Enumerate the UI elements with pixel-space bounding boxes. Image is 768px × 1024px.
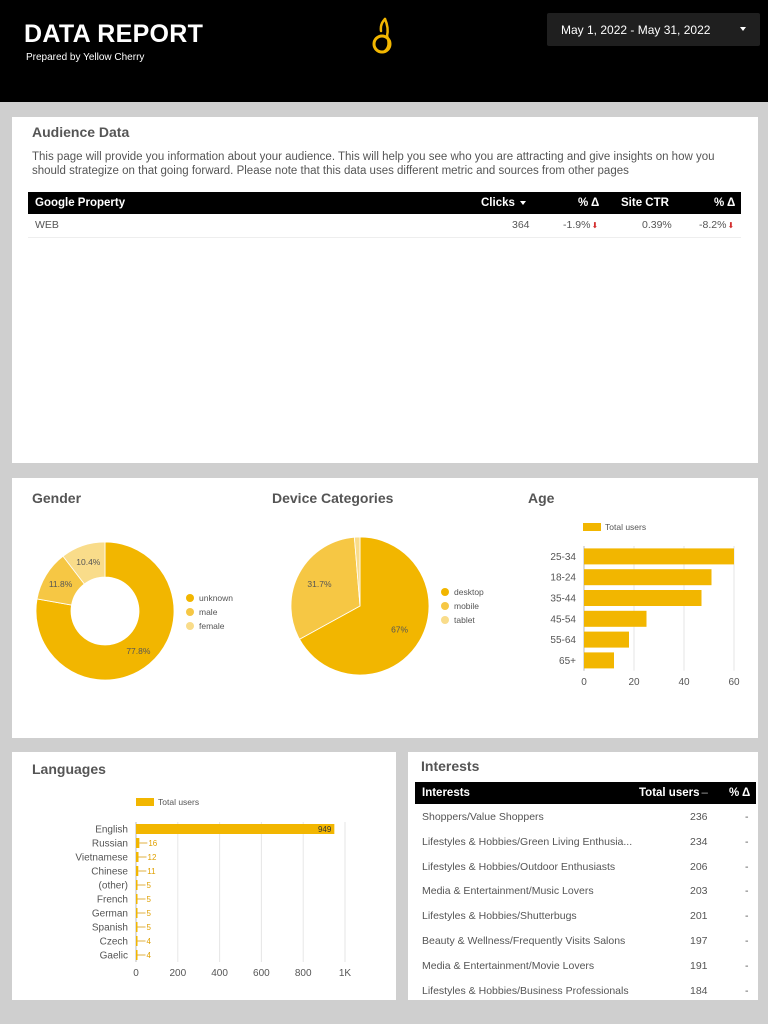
x-tick-label: 1K — [338, 968, 352, 979]
legend-swatch — [136, 798, 154, 806]
interest-delta: - — [745, 885, 749, 898]
report-header — [0, 0, 768, 102]
y-tick-label: 18-24 — [550, 572, 576, 584]
languages-panel — [12, 752, 396, 1000]
gender-title: Gender — [32, 490, 82, 506]
y-tick-label: 55-64 — [550, 635, 576, 647]
table-row — [415, 978, 756, 1003]
interest-delta: - — [745, 959, 749, 972]
bar-65+[interactable] — [584, 652, 614, 668]
legend-label: desktop — [454, 587, 484, 597]
interest-name: Shoppers/Value Shoppers — [422, 811, 544, 823]
col-clicks[interactable]: Clicks — [481, 197, 526, 209]
x-tick-label: 600 — [253, 968, 270, 979]
audience-panel — [12, 117, 758, 463]
x-tick-label: 0 — [133, 968, 139, 979]
y-tick-label: (other) — [98, 880, 128, 892]
bar-Spanish[interactable] — [136, 922, 138, 932]
interests-panel — [408, 752, 758, 1000]
interests-table-header — [415, 782, 756, 804]
ctr-value: 0.39% — [642, 219, 672, 231]
legend-swatch — [583, 523, 601, 531]
table-row — [415, 829, 756, 854]
slice-label: 11.8% — [48, 578, 73, 589]
interest-users: 197 — [690, 935, 708, 947]
arrow-down-icon: ⬇ — [591, 221, 599, 230]
interest-users: 234 — [690, 835, 708, 848]
y-tick-label: Russian — [91, 838, 128, 850]
bar-18-24[interactable] — [584, 569, 712, 585]
bar-value-label: 5 — [146, 923, 151, 932]
legend-label: tablet — [454, 615, 475, 625]
bar-Vietnamese[interactable] — [136, 852, 139, 862]
bar-Russian[interactable] — [136, 838, 139, 848]
property-name: WEB — [35, 219, 59, 231]
interest-name: Lifestyles & Hobbies/Green Living Enthusia... — [422, 835, 633, 848]
bar-Gaelic[interactable] — [136, 950, 138, 960]
bar-35-44[interactable] — [584, 590, 702, 606]
x-tick-label: 20 — [628, 676, 640, 688]
y-tick-label: Chinese — [91, 866, 128, 878]
table-row — [28, 214, 741, 238]
interest-users: 201 — [690, 910, 708, 923]
slice-label: 77.8% — [126, 645, 151, 656]
col-site-ctr[interactable]: Site CTR — [621, 197, 669, 209]
bar-English[interactable] — [136, 824, 334, 834]
x-tick-label: 200 — [169, 968, 187, 979]
bar-value-label: 4 — [146, 951, 151, 960]
legend-label: Total users — [605, 522, 647, 532]
col-clicks-delta[interactable]: % Δ — [578, 197, 600, 209]
interests-title: Interests — [421, 758, 480, 774]
bar-value-label: 16 — [148, 839, 158, 848]
interest-users: 184 — [690, 984, 708, 997]
x-tick-label: 40 — [678, 676, 690, 688]
legend-label: mobile — [454, 601, 480, 611]
y-tick-label: Czech — [99, 936, 128, 948]
languages-bar-chart — [12, 752, 396, 1000]
bar-55-64[interactable] — [584, 632, 629, 648]
y-tick-label: French — [96, 894, 128, 906]
table-row — [415, 878, 756, 903]
age-bar-chart — [12, 478, 758, 738]
audience-description: This page will provide you information about your audience. This will help you see who you are attracting and give insights on how you should strategize on that going forward. Please note that this data uses different metric and sources from other pages — [32, 151, 715, 177]
bar-Chinese[interactable] — [136, 866, 138, 876]
legend-label: female — [199, 621, 225, 631]
x-tick-label: 400 — [211, 968, 228, 979]
interest-delta: - — [745, 860, 749, 873]
interest-name: Lifestyles & Hobbies/Shutterbugs — [422, 910, 577, 923]
bar-(other)[interactable] — [136, 880, 138, 890]
chevron-down-icon — [740, 27, 746, 31]
interest-name: Lifestyles & Hobbies/Business Professionals — [422, 984, 629, 997]
interest-users: 203 — [690, 885, 708, 898]
bar-value-label: 5 — [146, 895, 151, 904]
interest-users: 206 — [690, 860, 708, 873]
google-property-table-header — [28, 192, 741, 214]
report-title: DATA REPORT — [24, 20, 204, 48]
sort-down-icon — [520, 201, 526, 205]
interest-name: Lifestyles & Hobbies/Outdoor Enthusiasts — [422, 860, 616, 873]
col-interests[interactable]: Interests — [422, 787, 470, 799]
cherry-logo-icon — [368, 16, 398, 58]
y-tick-label: 25-34 — [550, 551, 576, 563]
y-tick-label: 35-44 — [550, 593, 576, 605]
bar-value-label: 12 — [147, 853, 157, 862]
languages-title: Languages — [32, 761, 106, 777]
y-tick-label: Vietnamese — [75, 852, 128, 864]
clicks-delta: -1.9%⬇ — [563, 219, 599, 231]
date-range-picker[interactable] — [547, 13, 760, 46]
interest-delta: - — [745, 935, 749, 947]
interest-delta: - — [745, 984, 749, 997]
bar-value-label: 5 — [146, 881, 151, 890]
interest-delta: - — [745, 811, 749, 823]
bar-French[interactable] — [136, 894, 138, 904]
bar-value-label: 5 — [146, 909, 151, 918]
bar-German[interactable] — [136, 908, 138, 918]
table-row — [415, 804, 756, 829]
ctr-delta: -8.2%⬇ — [699, 219, 735, 231]
col-interests-delta[interactable]: % Δ — [729, 787, 751, 799]
arrow-down-icon: ⬇ — [727, 221, 735, 230]
age-title: Age — [528, 490, 555, 506]
bar-45-54[interactable] — [584, 611, 647, 627]
table-row — [415, 854, 756, 879]
y-tick-label: Gaelic — [99, 950, 128, 962]
legend-label: Total users — [158, 797, 200, 807]
table-row — [415, 903, 756, 928]
slice-label: 10.4% — [76, 556, 101, 567]
interest-name: Beauty & Wellness/Frequently Visits Salons — [422, 935, 626, 947]
interest-delta: - — [745, 835, 749, 848]
interest-delta: - — [745, 910, 749, 923]
slice-label: 67% — [391, 624, 409, 635]
slice-label: 31.7% — [307, 579, 332, 590]
table-row — [415, 928, 756, 953]
col-ctr-delta[interactable]: % Δ — [714, 197, 736, 209]
interest-name: Media & Entertainment/Movie Lovers — [422, 959, 595, 972]
col-total-users[interactable]: Total users – — [639, 787, 708, 799]
y-tick-label: 45-54 — [550, 614, 576, 626]
report-subtitle: Prepared by Yellow Cherry — [26, 52, 145, 63]
x-tick-label: 60 — [728, 676, 740, 688]
legend-label: unknown — [199, 593, 234, 603]
bar-Czech[interactable] — [136, 936, 138, 946]
x-tick-label: 0 — [581, 676, 587, 688]
audience-title: Audience Data — [32, 124, 130, 140]
interest-users: 191 — [690, 959, 708, 972]
bar-value-label: 4 — [146, 937, 151, 946]
bar-value-label: 11 — [147, 867, 156, 876]
clicks-value: 364 — [512, 219, 530, 231]
col-google-property[interactable]: Google Property — [35, 197, 126, 209]
bar-value-label: 949 — [317, 825, 332, 834]
table-row — [415, 953, 756, 978]
charts-panel — [12, 478, 758, 738]
y-tick-label: 65+ — [559, 655, 576, 667]
date-range-label: May 1, 2022 - May 31, 2022 — [561, 23, 711, 37]
y-tick-label: English — [95, 824, 128, 836]
legend-label: male — [199, 607, 218, 617]
bar-25-34[interactable] — [584, 548, 734, 564]
device-title: Device Categories — [272, 490, 394, 506]
y-tick-label: German — [91, 908, 128, 920]
y-tick-label: Spanish — [91, 922, 128, 934]
interest-name: Media & Entertainment/Music Lovers — [422, 885, 594, 898]
interest-users: 236 — [690, 811, 708, 823]
x-tick-label: 800 — [294, 968, 312, 979]
